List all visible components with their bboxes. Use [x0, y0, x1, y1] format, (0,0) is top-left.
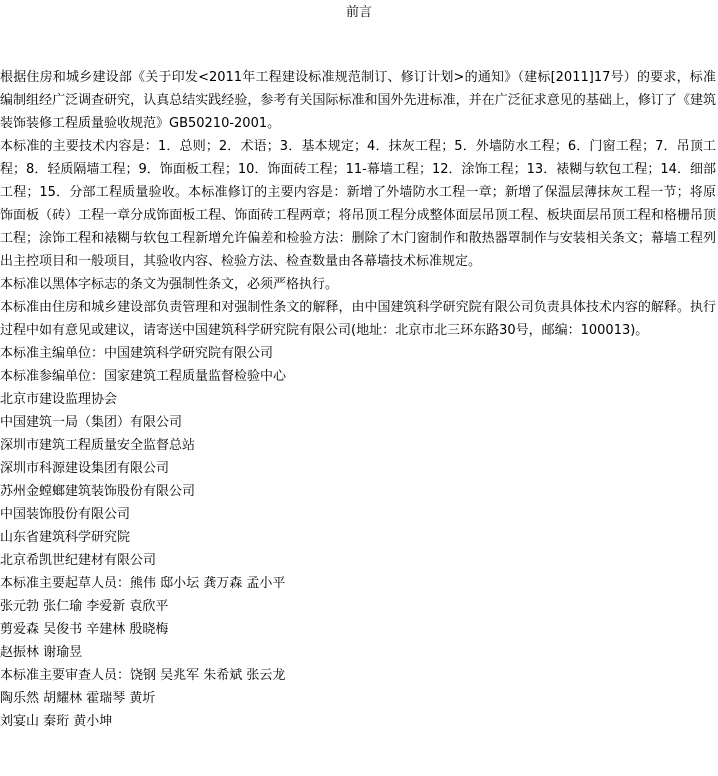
intro-paragraph: 根据住房和城乡建设部《关于印发<2011年工程建设标准规范制订、修订计划>的通知》（建标[2011]17号）的要求，标准编制组经广泛调查研究，认真总结实践经验，参考有关国际标准和国外先进标准，并在广泛征求意见的基础上，修订了《建筑装饰装修工程质量验收规范》GB50210-2001。: [0, 70, 716, 131]
chief-editor-unit: 本标准主编单位：中国建筑科学研究院有限公司: [0, 346, 274, 361]
document-body: [0, 66, 716, 733]
drafters-line: 张元勃 张仁瑜 李爱新 袁欣平: [0, 599, 169, 614]
drafters-line: 本标准主要起草人员：熊伟 邸小坛 龚万森 孟小平: [0, 576, 286, 591]
management-paragraph: 本标准由住房和城乡建设部负责管理和对强制性条文的解释，由中国建筑科学研究院有限公司负责具体技术内容的解释。执行过程中如有意见或建议，请寄送中国建筑科学研究院有限公司(地址：北京市北三环东路30号，邮编：100013)。: [0, 300, 716, 338]
page-title: 前言: [345, 5, 372, 20]
participating-unit: 山东省建筑科学研究院: [0, 530, 131, 545]
participating-unit: 中国建筑一局（集团）有限公司: [0, 415, 183, 430]
mandatory-clause-paragraph: 本标准以黑体字标志的条文为强制性条文，必须严格执行。: [0, 277, 339, 292]
participating-unit: 北京希凯世纪建材有限公司: [0, 553, 157, 568]
participating-unit: 中国装饰股份有限公司: [0, 507, 131, 522]
reviewers-line: 陶乐然 胡耀林 霍瑞琴 黄圻: [0, 691, 156, 706]
technical-content-paragraph: 本标准的主要技术内容是：1．总则；2．术语；3．基本规定；4．抹灰工程；5．外墙防水工程；6．门窗工程；7．吊顶工程；8．轻质隔墙工程；9．饰面板工程；10．饰面砖工程；11-幕墙工程；12．涂饰工程；13．裱糊与软包工程；14．细部工程；15．分部工程质量验收。本标准修订的主要内容是：新增了外墙防水工程一章；新增了保温层薄抹灰工程一节；将原饰面板（砖）工程一章分成饰面板工程、饰面砖工程两章；将吊顶工程分成整体面层吊顶工程、板块面层吊顶工程和格栅吊顶工程；涂饰工程和裱糊与软包工程新增允许偏差和检验方法：删除了木门窗制作和散热器罩制作与安装相关条文；幕墙工程列出主控项目和一般项目，其验收内容、检验方法、检查数量由各幕墙技术标准规定。: [0, 139, 716, 269]
participating-unit: 北京市建设监理协会: [0, 392, 118, 407]
drafters-line: 赵振林 谢瑜昱: [0, 645, 83, 660]
reviewers-line: 刘宴山 秦珩 黄小坤: [0, 714, 113, 729]
participating-unit: 本标准参编单位：国家建筑工程质量监督检验中心: [0, 369, 287, 384]
participating-unit: 深圳市建筑工程质量安全监督总站: [0, 438, 196, 453]
participating-unit: 苏州金螳螂建筑装饰股份有限公司: [0, 484, 196, 499]
reviewers-line: 本标准主要审查人员：饶钢 吴兆军 朱希斌 张云龙: [0, 668, 286, 683]
participating-unit: 深圳市科源建设集团有限公司: [0, 461, 170, 476]
drafters-line: 剪爱森 吴俊书 辛建林 殷晓梅: [0, 622, 169, 637]
